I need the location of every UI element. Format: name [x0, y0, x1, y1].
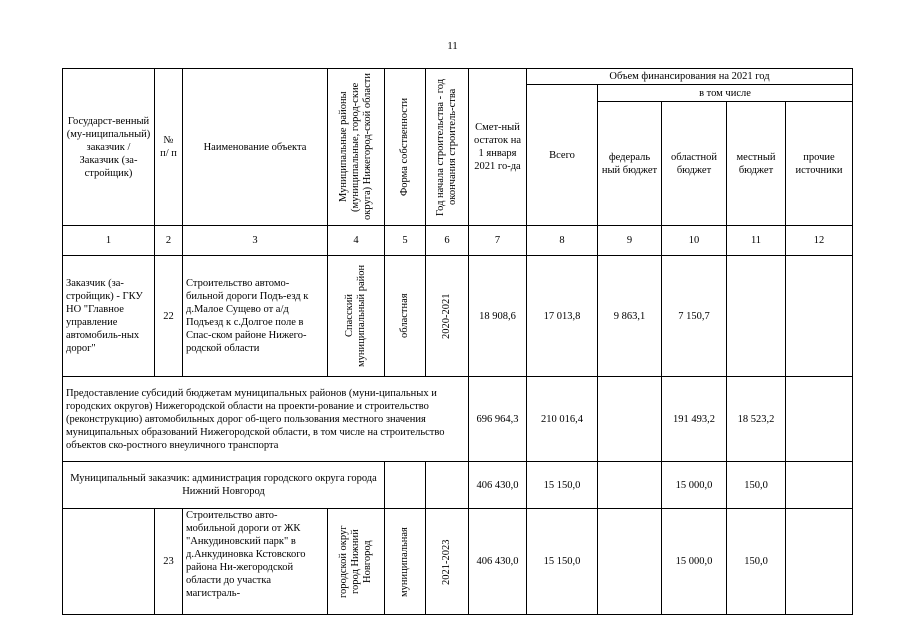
row4-object-text: Строительство авто-мобильной дороги от ЖК "Анкудиновский парк" в д.Анкудиновка Кстовского района Ни-жегородской области до участка магистраль-	[186, 510, 306, 599]
row1-num: 22	[155, 256, 183, 377]
row1-years-text: 2020-2021	[441, 293, 452, 339]
header-years	[426, 69, 469, 226]
header-financing-group: Объем финансирования на 2021 год	[527, 69, 853, 85]
row3-local: 150,0	[727, 462, 786, 509]
column-number: 10	[662, 226, 727, 256]
row2-other	[786, 377, 853, 462]
column-number: 1	[63, 226, 155, 256]
header-num: № п/ п	[155, 69, 183, 226]
row4-local: 150,0	[727, 509, 786, 615]
row2-text: Предоставление субсидий бюджетам муниципальных районов (муни-ципальных и городских округов) Нижегородской области на проекти-рование и строительство (реконструкцию) автомобильных дорог об-щего пользования местного значения муниципальных образований Нижегородской области, в том числе на строительство объектов ско-ростного внеуличного транспорта	[63, 377, 469, 462]
row1-balance: 18 908,6	[469, 256, 527, 377]
header-years-text: Год начала строительства - год окончания строитель-ства	[435, 78, 458, 216]
header-ownership-text: Форма собственности	[399, 97, 410, 197]
row4-object	[183, 509, 328, 615]
column-number-row	[63, 226, 853, 256]
header-local: местный бюджет	[727, 102, 786, 226]
row2-federal	[598, 377, 662, 462]
row4-district	[328, 509, 385, 615]
column-number: 7	[469, 226, 527, 256]
header-including: в том числе	[598, 85, 853, 102]
row4-ownership-text: муниципальная	[399, 526, 410, 597]
column-number: 12	[786, 226, 853, 256]
row2-local: 18 523,2	[727, 377, 786, 462]
row2-total: 210 016,4	[527, 377, 598, 462]
row3-balance: 406 430,0	[469, 462, 527, 509]
column-number: 8	[527, 226, 598, 256]
row1-years	[426, 256, 469, 377]
row4-years	[426, 509, 469, 615]
row1-district	[328, 256, 385, 377]
column-number: 2	[155, 226, 183, 256]
row1-federal: 9 863,1	[598, 256, 662, 377]
header-districts-text: Муниципальные районы (муниципальные, город-ские округа) Нижегород-ской области	[338, 73, 373, 221]
row1-object: Строительство автомо-бильной дороги Подъ-езд к д.Малое Сущево от а/д Подъезд к с.Долгое поле в Спас-ском районе Нижего-родской области	[183, 256, 328, 377]
row1-ownership-text: областная	[399, 293, 410, 339]
table-row	[63, 256, 853, 377]
column-number: 6	[426, 226, 469, 256]
row3-text: Муниципальный заказчик: администрация городского округа города Нижний Новгород	[63, 462, 385, 509]
row4-total: 15 150,0	[527, 509, 598, 615]
row3-total: 15 150,0	[527, 462, 598, 509]
row1-ownership	[385, 256, 426, 377]
header-balance: Смет-ный остаток на 1 января 2021 го-да	[469, 69, 527, 226]
header-ownership	[385, 69, 426, 226]
header-regional: областной бюджет	[662, 102, 727, 226]
table-row	[63, 377, 853, 462]
row1-other	[786, 256, 853, 377]
row1-customer: Заказчик (за-стройщик) - ГКУ НО "Главное управление автомобиль-ных дорог"	[63, 256, 155, 377]
header-total: Всего	[527, 85, 598, 226]
financing-table	[62, 68, 853, 615]
row1-total: 17 013,8	[527, 256, 598, 377]
row1-district-text: Спасский муниципальный район	[344, 264, 367, 368]
header-object-name: Наименование объекта	[183, 69, 328, 226]
column-number: 3	[183, 226, 328, 256]
row4-other	[786, 509, 853, 615]
column-number: 11	[727, 226, 786, 256]
row3-empty-years	[426, 462, 469, 509]
page-number: 11	[447, 40, 458, 52]
header-other: прочие источники	[786, 102, 853, 226]
table-row	[63, 462, 853, 509]
row1-local	[727, 256, 786, 377]
row2-balance: 696 964,3	[469, 377, 527, 462]
column-number: 5	[385, 226, 426, 256]
table-row	[63, 509, 853, 615]
header-districts	[328, 69, 385, 226]
row3-regional: 15 000,0	[662, 462, 727, 509]
column-number: 4	[328, 226, 385, 256]
row3-federal	[598, 462, 662, 509]
row4-balance: 406 430,0	[469, 509, 527, 615]
column-number: 9	[598, 226, 662, 256]
row1-regional: 7 150,7	[662, 256, 727, 377]
row3-empty-ownership	[385, 462, 426, 509]
header-federal: федераль ный бюджет	[598, 102, 662, 226]
row4-num: 23	[155, 509, 183, 615]
header-customer: Государст-венный (му-ниципальный) заказчик / Заказчик (за-стройщик)	[63, 69, 155, 226]
row4-empty-customer	[63, 509, 155, 615]
row4-regional: 15 000,0	[662, 509, 727, 615]
row4-federal	[598, 509, 662, 615]
row4-district-text: городской округ город Нижний Новгород	[338, 525, 373, 598]
row2-regional: 191 493,2	[662, 377, 727, 462]
row3-other	[786, 462, 853, 509]
row4-years-text: 2021-2023	[441, 538, 452, 585]
row4-ownership	[385, 509, 426, 615]
